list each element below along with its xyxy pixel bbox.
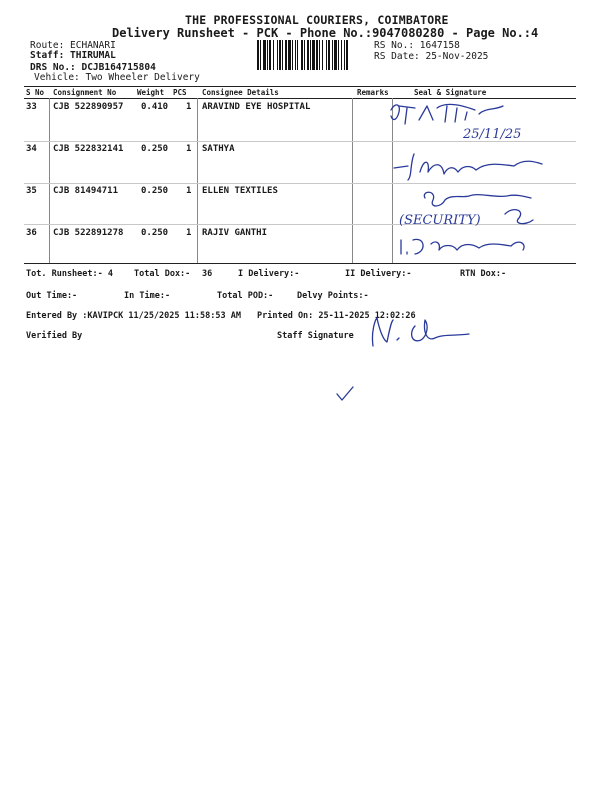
entered-by: Entered By :KAVIPCK 11/25/2025 11:58:53 AM [26, 311, 241, 321]
barcode-bar [322, 40, 323, 70]
row-pcs: 1 [186, 144, 192, 154]
row-sno: 36 [26, 228, 37, 238]
signature-row-34 [390, 148, 550, 186]
runsheet-subtitle: Delivery Runsheet - PCK - Phone No.:9047080280 - Page No.:4 [112, 26, 539, 40]
row-pcs: 1 [186, 228, 192, 238]
row-sno: 33 [26, 102, 37, 112]
total-dox-label: Total Dox:- [134, 269, 191, 279]
out-time: Out Time:- [26, 291, 78, 301]
barcode-bar [288, 40, 291, 70]
in-time: In Time:- [124, 291, 171, 301]
barcode-bar [341, 40, 342, 70]
staff-signature-label: Staff Signature [277, 331, 354, 341]
barcode-bar [273, 40, 274, 70]
header-pcs: PCS [173, 88, 187, 97]
table-top-rule [24, 86, 576, 87]
barcode-bar [277, 40, 278, 70]
barcode-bar [328, 40, 330, 70]
barcode-bar [279, 40, 281, 70]
col-divider [197, 98, 198, 263]
row-weight: 0.410 [141, 102, 169, 112]
row-pcs: 1 [186, 186, 192, 196]
barcode-bar [310, 40, 311, 70]
barcode-bar [332, 40, 333, 70]
barcode-bar [301, 40, 303, 70]
barcode-bar [326, 40, 327, 70]
barcode-bar [344, 40, 345, 70]
barcode-bar [282, 40, 283, 70]
staff-signature [365, 312, 485, 352]
barcode-image [256, 40, 371, 70]
row-consignee: ELLEN TEXTILES [202, 186, 278, 196]
barcode-bar [260, 40, 261, 70]
header-seal: Seal & Signature [414, 88, 487, 97]
header-sno: S No [26, 88, 45, 97]
barcode-bar [285, 40, 287, 70]
header-consignee: Consignee Details [202, 88, 279, 97]
barcode-bar [267, 40, 268, 70]
barcode-bar [263, 40, 266, 70]
barcode-bar [346, 40, 348, 70]
barcode-bar [319, 40, 320, 70]
company-title: THE PROFESSIONAL COURIERS, COIMBATORE [185, 13, 449, 27]
row-consignee: ARAVIND EYE HOSPITAL [202, 102, 311, 112]
barcode-bar [334, 40, 337, 70]
checkmark-icon [334, 384, 356, 404]
table-bottom-rule [24, 263, 576, 264]
row-consignee: SATHYA [202, 144, 235, 154]
route-label: Route: ECHANARI [30, 40, 116, 51]
total-dox-value: 36 [202, 269, 213, 279]
barcode-bar [312, 40, 315, 70]
verified-by: Verified By [26, 331, 83, 341]
row-rule [24, 141, 576, 142]
drs-number: DRS No.: DCJB164715804 [30, 62, 156, 73]
signature-date: 25/11/25 [463, 127, 522, 140]
barcode-bar [338, 40, 339, 70]
row-sno: 34 [26, 144, 37, 154]
row-consignment: CJB 522890957 [53, 102, 124, 112]
i-delivery: I Delivery:- [238, 269, 300, 279]
barcode-bar [269, 40, 271, 70]
signature-row-33 [385, 98, 545, 140]
row-weight: 0.250 [141, 228, 169, 238]
security-note: (SECURITY) [399, 213, 481, 228]
row-consignment: CJB 522891278 [53, 228, 124, 238]
row-consignment: CJB 522832141 [53, 144, 124, 154]
rtn-dox: RTN Dox:- [460, 269, 507, 279]
barcode-bar [307, 40, 309, 70]
barcode-bar [316, 40, 318, 70]
col-divider [352, 98, 353, 263]
signature-row-35 [395, 188, 565, 232]
row-weight: 0.250 [141, 144, 169, 154]
row-consignee: RAJIV GANTHI [202, 228, 268, 238]
row-sno: 35 [26, 186, 37, 196]
row-weight: 0.250 [141, 186, 169, 196]
row-consignment: CJB 81494711 [53, 186, 119, 196]
total-runsheet: Tot. Runsheet:- 4 [26, 269, 113, 279]
col-divider [49, 98, 50, 263]
signature-row-36 [395, 232, 555, 262]
ii-delivery: II Delivery:- [345, 269, 412, 279]
rs-number: RS No.: 1647158 [374, 40, 460, 51]
barcode-bar [292, 40, 293, 70]
staff-label: Staff: THIRUMAL [30, 50, 116, 61]
rs-date: RS Date: 25-Nov-2025 [374, 51, 489, 62]
barcode-bar [257, 40, 259, 70]
barcode-bar [295, 40, 296, 70]
total-pod: Total POD:- [217, 291, 274, 301]
barcode-bar [297, 40, 298, 70]
delvy-points: Delvy Points:- [297, 291, 369, 301]
printed-on: Printed On: 25-11-2025 12:02:26 [257, 311, 416, 321]
header-remarks: Remarks [357, 88, 389, 97]
header-weight: Weight [137, 88, 165, 97]
row-pcs: 1 [186, 102, 192, 112]
vehicle-label: Vehicle: Two Wheeler Delivery [34, 72, 200, 83]
header-consignment: Consignment No [53, 88, 117, 97]
barcode-bar [304, 40, 305, 70]
